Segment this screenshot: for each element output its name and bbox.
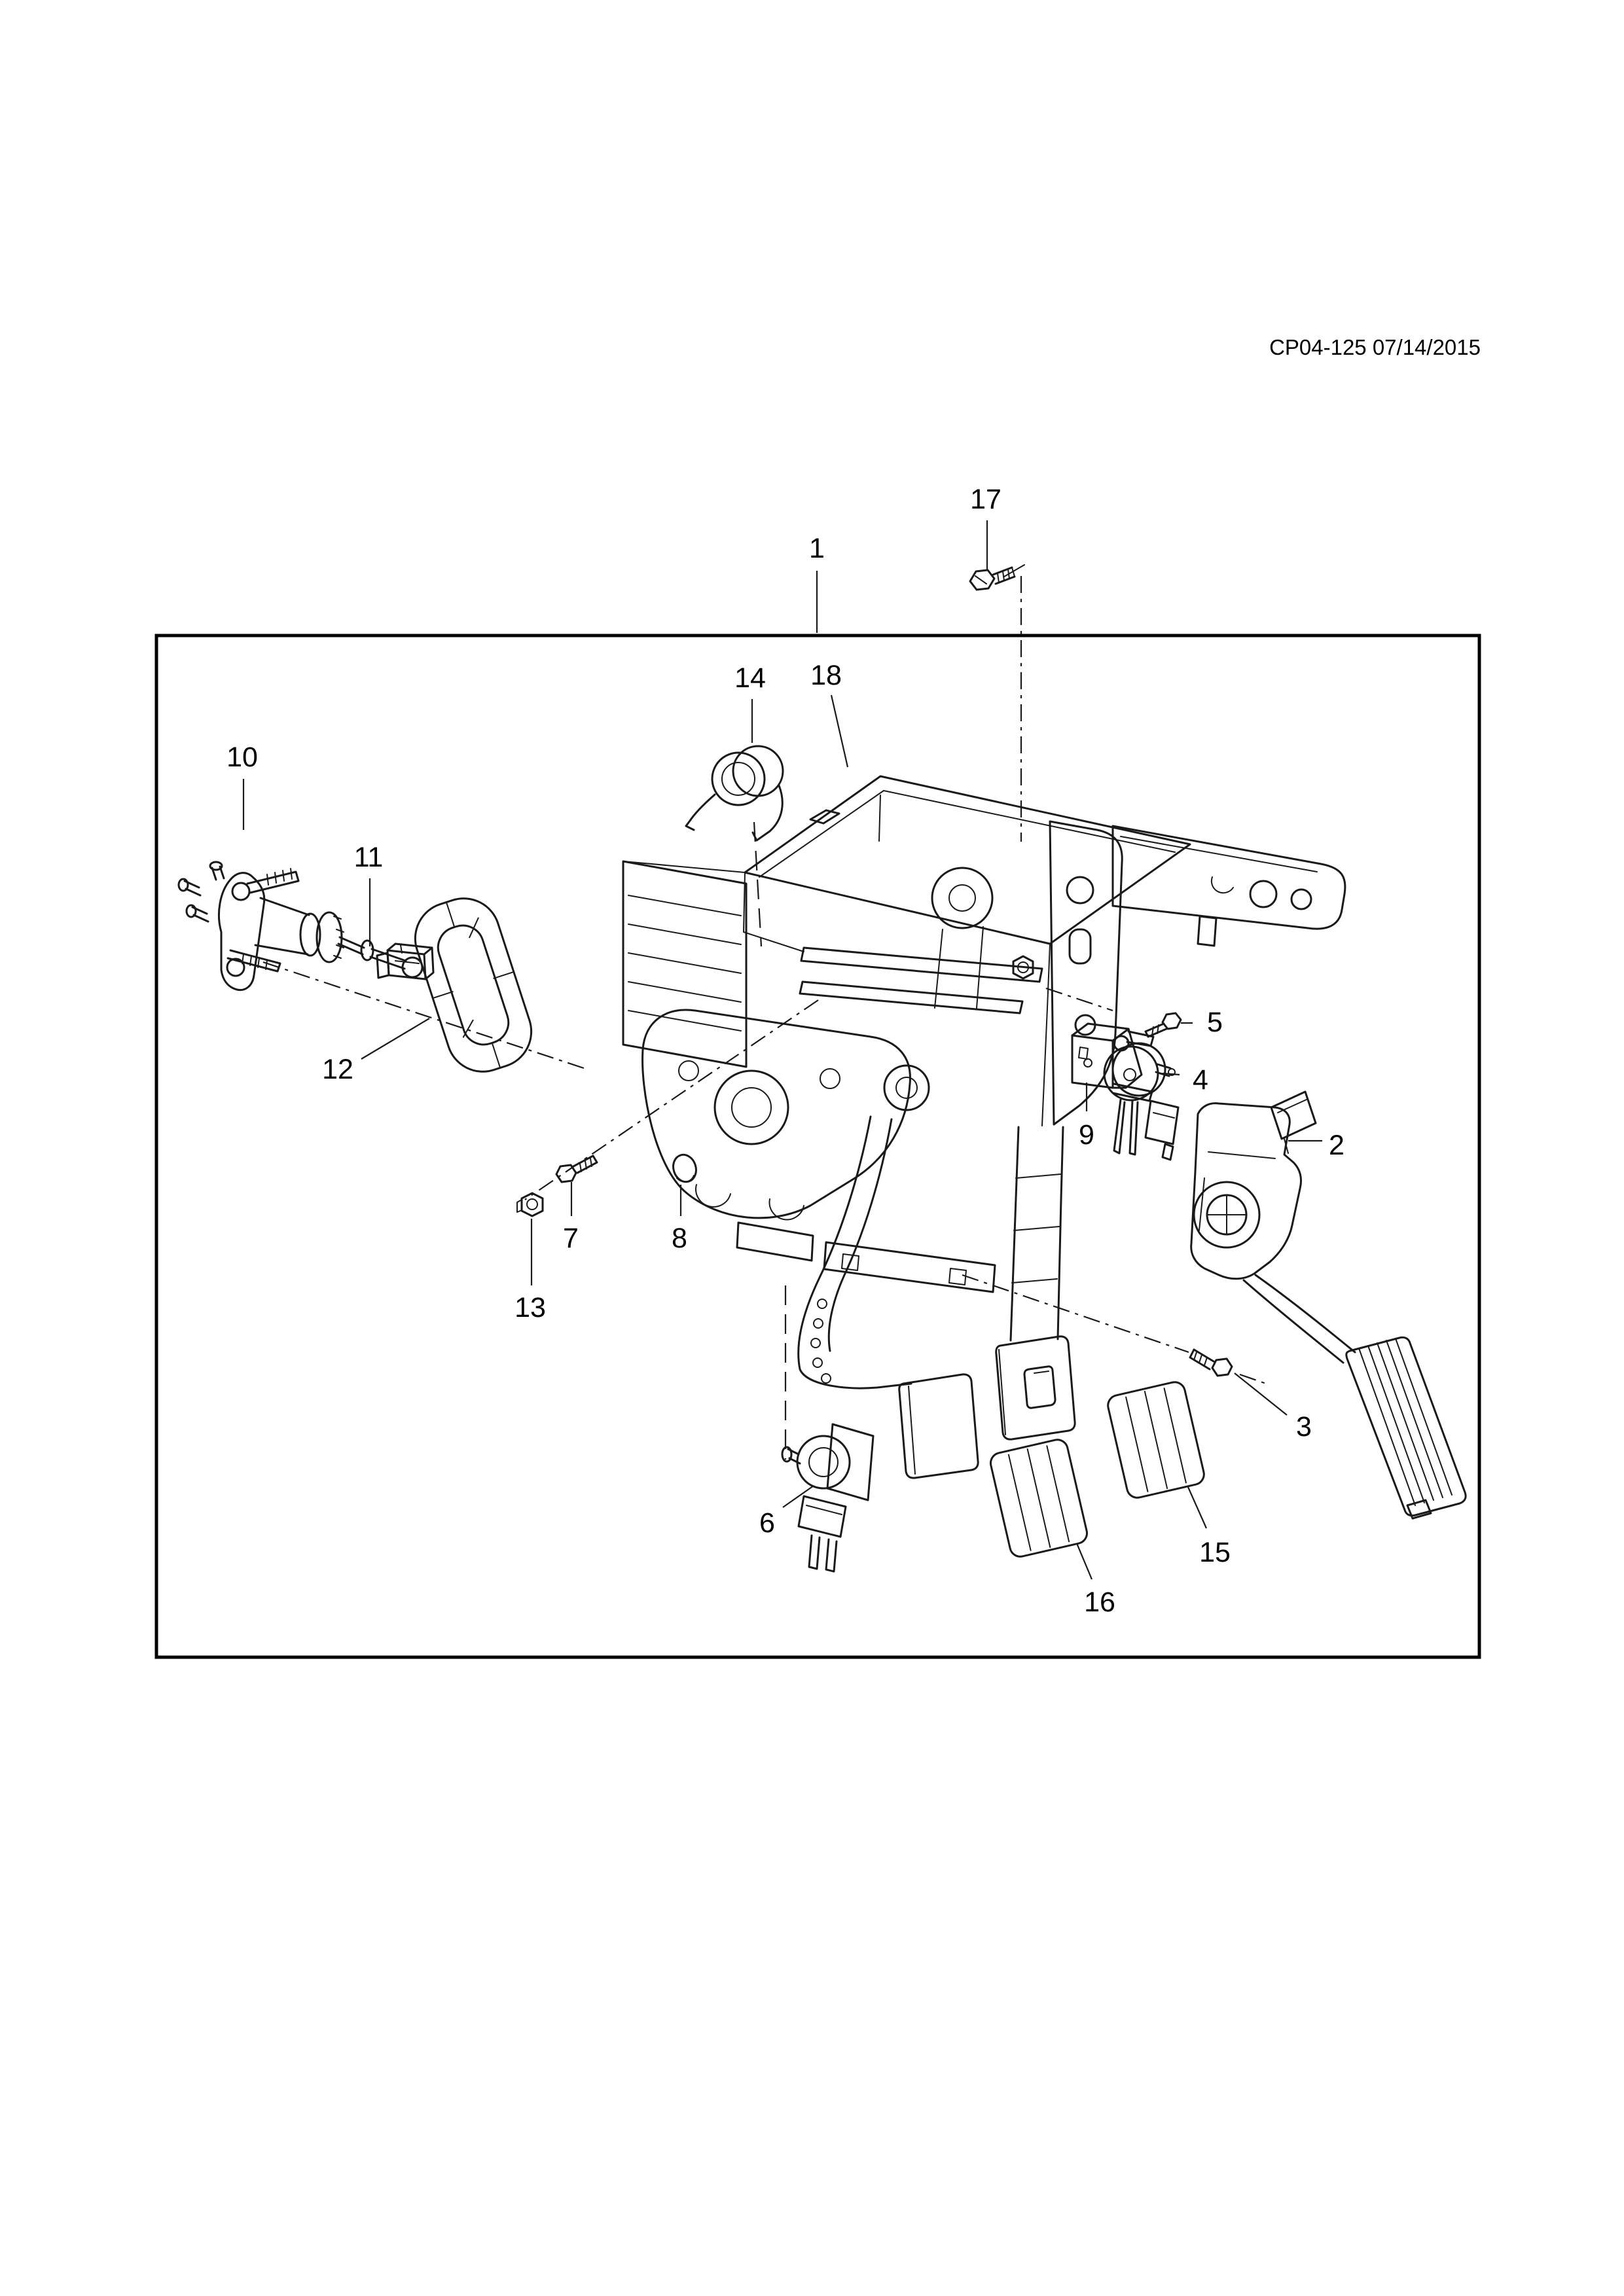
clutch-pedal-part xyxy=(799,1117,978,1478)
callout-label-1: 1 xyxy=(809,533,825,564)
callout-label-7: 7 xyxy=(563,1223,579,1254)
callout-label-17: 17 xyxy=(970,484,1001,515)
pedal-pad-part-15 xyxy=(1106,1380,1206,1500)
callout-label-14: 14 xyxy=(734,662,766,694)
assembly-axes xyxy=(263,576,1270,1460)
nut-part-13 xyxy=(517,1193,543,1216)
callout-label-8: 8 xyxy=(672,1223,687,1254)
callout-label-12: 12 xyxy=(322,1054,353,1085)
pedal-pad-part-16 xyxy=(988,1438,1089,1559)
callout-label-3: 3 xyxy=(1296,1411,1312,1443)
sensor-part-4 xyxy=(1104,1043,1178,1160)
callout-label-6: 6 xyxy=(759,1507,775,1539)
callout-label-13: 13 xyxy=(514,1292,546,1323)
callout-label-18: 18 xyxy=(810,660,842,691)
callout-label-16: 16 xyxy=(1084,1587,1115,1618)
figure-frame xyxy=(156,636,1479,1657)
document-code: CP04-125 07/14/2015 xyxy=(1269,335,1481,359)
callout-leader-3 xyxy=(1235,1373,1287,1415)
callout-leader-18 xyxy=(831,695,848,767)
screw-part-5 xyxy=(1146,1013,1181,1037)
callout-leader-16 xyxy=(1077,1543,1092,1579)
callout-leader-12 xyxy=(361,1018,429,1059)
callout-label-10: 10 xyxy=(226,742,258,773)
callout-label-5: 5 xyxy=(1207,1007,1223,1038)
callout-label-4: 4 xyxy=(1193,1064,1208,1096)
brake-pedal-part xyxy=(996,1127,1075,1439)
callout-label-15: 15 xyxy=(1199,1537,1231,1568)
seal-part-12 xyxy=(406,889,541,1081)
callout-label-11: 11 xyxy=(353,842,384,873)
spring-part-14 xyxy=(686,746,783,840)
screw-part-3 xyxy=(1190,1350,1232,1376)
callout-leader-15 xyxy=(1188,1487,1206,1528)
callout-label-2: 2 xyxy=(1329,1130,1344,1161)
bolt-part-17 xyxy=(970,565,1024,590)
screw-part-7 xyxy=(556,1156,597,1182)
callout-label-9: 9 xyxy=(1079,1119,1094,1151)
master-cylinder-part-10 xyxy=(179,862,422,990)
